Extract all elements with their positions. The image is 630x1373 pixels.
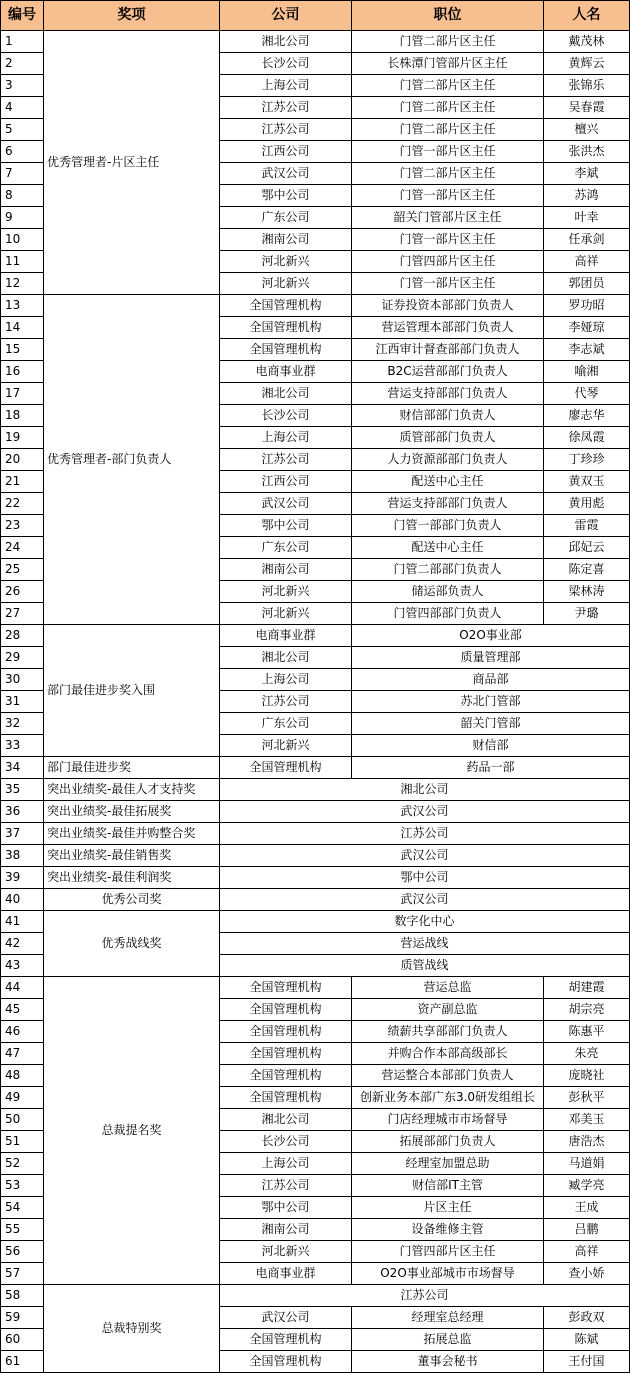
table-row	[1, 801, 630, 823]
row-number: 38	[1, 845, 44, 867]
person-name-cell: 叶幸	[544, 207, 630, 229]
position-cell: 资产副总监	[352, 999, 544, 1021]
table-row	[1, 625, 630, 647]
row-number: 37	[1, 823, 44, 845]
person-name-cell: 李斌	[544, 163, 630, 185]
person-name-cell: 郭团员	[544, 273, 630, 295]
company-cell: 广东公司	[220, 207, 352, 229]
company-cell: 电商事业群	[220, 1263, 352, 1285]
row-number: 42	[1, 933, 44, 955]
position-cell: 门店经理城市市场督导	[352, 1109, 544, 1131]
row-number: 40	[1, 889, 44, 911]
person-name-cell: 唐浩杰	[544, 1131, 630, 1153]
company-cell: 广东公司	[220, 713, 352, 735]
person-name-cell: 戴茂林	[544, 31, 630, 53]
person-name-cell: 朱亮	[544, 1043, 630, 1065]
row-number: 13	[1, 295, 44, 317]
row-number: 15	[1, 339, 44, 361]
person-name-cell: 雷霞	[544, 515, 630, 537]
person-name-cell: 吴春霞	[544, 97, 630, 119]
company-cell: 鄂中公司	[220, 185, 352, 207]
award-cell: 优秀管理者-片区主任	[44, 31, 220, 295]
row-number: 8	[1, 185, 44, 207]
row-number: 57	[1, 1263, 44, 1285]
company-cell: 全国管理机构	[220, 1329, 352, 1351]
position-cell: 门管一部部门负责人	[352, 515, 544, 537]
person-name-cell: 廖志华	[544, 405, 630, 427]
row-number: 26	[1, 581, 44, 603]
table-row	[1, 845, 630, 867]
person-name-cell: 高祥	[544, 1241, 630, 1263]
company-cell: 江苏公司	[220, 1175, 352, 1197]
row-number: 32	[1, 713, 44, 735]
company-cell: 鄂中公司	[220, 1197, 352, 1219]
company-cell: 全国管理机构	[220, 317, 352, 339]
row-number: 53	[1, 1175, 44, 1197]
row-number: 39	[1, 867, 44, 889]
position-cell: 营运整合本部部门负责人	[352, 1065, 544, 1087]
person-name-cell: 邓美玉	[544, 1109, 630, 1131]
company-cell: 长沙公司	[220, 53, 352, 75]
position-cell: 经理室加盟总助	[352, 1153, 544, 1175]
position-cell: 门管一部片区主任	[352, 273, 544, 295]
position-cell: 门管二部片区主任	[352, 163, 544, 185]
company-cell: 湘南公司	[220, 229, 352, 251]
position-cell: 经理室总经理	[352, 1307, 544, 1329]
company-cell: 上海公司	[220, 669, 352, 691]
position-cell: 长株潭门管部片区主任	[352, 53, 544, 75]
table-row	[1, 295, 630, 317]
row-number: 43	[1, 955, 44, 977]
row-number: 61	[1, 1351, 44, 1373]
header-company: 公司	[220, 1, 352, 31]
person-name-cell: 梁林涛	[544, 581, 630, 603]
company-cell: 全国管理机构	[220, 999, 352, 1021]
row-number: 55	[1, 1219, 44, 1241]
row-number: 28	[1, 625, 44, 647]
company-cell: 江苏公司	[220, 449, 352, 471]
company-cell: 电商事业群	[220, 361, 352, 383]
person-name-cell: 彭政双	[544, 1307, 630, 1329]
company-cell: 广东公司	[220, 537, 352, 559]
person-name-cell: 代琴	[544, 383, 630, 405]
person-name-cell: 马道娟	[544, 1153, 630, 1175]
person-name-cell: 罗功昭	[544, 295, 630, 317]
row-number: 31	[1, 691, 44, 713]
position-cell: 储运部负责人	[352, 581, 544, 603]
row-number: 52	[1, 1153, 44, 1175]
company-cell: 全国管理机构	[220, 757, 352, 779]
row-number: 5	[1, 119, 44, 141]
row-number: 10	[1, 229, 44, 251]
position-cell: 门管二部部门负责人	[352, 559, 544, 581]
row-number: 18	[1, 405, 44, 427]
company-cell: 全国管理机构	[220, 1021, 352, 1043]
company-cell: 湘北公司	[220, 647, 352, 669]
person-name-cell: 陈定喜	[544, 559, 630, 581]
company-cell: 上海公司	[220, 1153, 352, 1175]
award-cell: 突出业绩奖-最佳人才支持奖	[44, 779, 220, 801]
company-cell: 武汉公司	[220, 163, 352, 185]
award-cell: 优秀管理者-部门负责人	[44, 295, 220, 625]
row-number: 45	[1, 999, 44, 1021]
company-cell: 河北新兴	[220, 581, 352, 603]
row-number: 3	[1, 75, 44, 97]
row-number: 1	[1, 31, 44, 53]
header-award: 奖项	[44, 1, 220, 31]
row-number: 22	[1, 493, 44, 515]
row-number: 48	[1, 1065, 44, 1087]
position-cell: 拓展总监	[352, 1329, 544, 1351]
company-cell: 武汉公司	[220, 1307, 352, 1329]
award-cell: 总裁提名奖	[44, 977, 220, 1285]
position-cell: 营运支持部部门负责人	[352, 493, 544, 515]
row-number: 51	[1, 1131, 44, 1153]
person-name-cell: 高祥	[544, 251, 630, 273]
person-name-cell: 查小娇	[544, 1263, 630, 1285]
row-number: 36	[1, 801, 44, 823]
position-cell: 财信部IT主管	[352, 1175, 544, 1197]
position-cell: 门管四部片区主任	[352, 1241, 544, 1263]
row-number: 2	[1, 53, 44, 75]
row-number: 34	[1, 757, 44, 779]
person-name-cell: 苏鸿	[544, 185, 630, 207]
row-number: 60	[1, 1329, 44, 1351]
row-number: 35	[1, 779, 44, 801]
company-cell: 江苏公司	[220, 823, 630, 845]
company-cell: 上海公司	[220, 75, 352, 97]
position-cell: 门管二部片区主任	[352, 97, 544, 119]
row-number: 23	[1, 515, 44, 537]
award-cell: 突出业绩奖-最佳利润奖	[44, 867, 220, 889]
company-cell: 河北新兴	[220, 603, 352, 625]
company-cell: 武汉公司	[220, 801, 630, 823]
row-number: 41	[1, 911, 44, 933]
header-name: 人名	[544, 1, 630, 31]
company-cell: 河北新兴	[220, 273, 352, 295]
position-cell: 苏北门管部	[352, 691, 630, 713]
person-name-cell: 臧学亮	[544, 1175, 630, 1197]
header-num: 编号	[1, 1, 44, 31]
award-cell: 优秀战线奖	[44, 911, 220, 977]
row-number: 29	[1, 647, 44, 669]
person-name-cell: 陈斌	[544, 1329, 630, 1351]
award-cell: 优秀公司奖	[44, 889, 220, 911]
row-number: 6	[1, 141, 44, 163]
company-cell: 鄂中公司	[220, 515, 352, 537]
table-row	[1, 31, 630, 53]
table-row	[1, 977, 630, 999]
position-cell: 门管二部片区主任	[352, 31, 544, 53]
person-name-cell: 徐凤霞	[544, 427, 630, 449]
row-number: 27	[1, 603, 44, 625]
position-cell: B2C运营部部门负责人	[352, 361, 544, 383]
person-name-cell: 喻湘	[544, 361, 630, 383]
position-cell: 药品一部	[352, 757, 630, 779]
company-cell: 湘南公司	[220, 559, 352, 581]
company-cell: 湘南公司	[220, 1219, 352, 1241]
row-number: 19	[1, 427, 44, 449]
table-row	[1, 1285, 630, 1307]
person-name-cell: 张洪杰	[544, 141, 630, 163]
person-name-cell: 黄双玉	[544, 471, 630, 493]
position-cell: 门管二部片区主任	[352, 119, 544, 141]
company-cell: 湘北公司	[220, 1109, 352, 1131]
company-cell: 武汉公司	[220, 845, 630, 867]
person-name-cell: 丁珍珍	[544, 449, 630, 471]
position-cell: 创新业务本部广东3.0研发组组长	[352, 1087, 544, 1109]
company-cell: 全国管理机构	[220, 339, 352, 361]
person-name-cell: 王付国	[544, 1351, 630, 1373]
company-cell: 江苏公司	[220, 691, 352, 713]
award-cell: 总裁特别奖	[44, 1285, 220, 1373]
company-cell: 江苏公司	[220, 119, 352, 141]
company-cell: 江西公司	[220, 141, 352, 163]
position-cell: 门管四部部门负责人	[352, 603, 544, 625]
row-number: 49	[1, 1087, 44, 1109]
company-cell: 鄂中公司	[220, 867, 630, 889]
company-cell: 湘北公司	[220, 31, 352, 53]
company-cell: 河北新兴	[220, 735, 352, 757]
row-number: 59	[1, 1307, 44, 1329]
position-cell: 韶关门管部片区主任	[352, 207, 544, 229]
row-number: 58	[1, 1285, 44, 1307]
header-row	[1, 1, 630, 31]
row-number: 44	[1, 977, 44, 999]
award-cell: 突出业绩奖-最佳销售奖	[44, 845, 220, 867]
person-name-cell: 李志斌	[544, 339, 630, 361]
person-name-cell: 邱妃云	[544, 537, 630, 559]
position-cell: 门管四部片区主任	[352, 251, 544, 273]
position-cell: 董事会秘书	[352, 1351, 544, 1373]
position-cell: 拓展部部门负责人	[352, 1131, 544, 1153]
person-name-cell: 胡宗亮	[544, 999, 630, 1021]
company-cell: 数字化中心	[220, 911, 630, 933]
company-cell: 全国管理机构	[220, 1043, 352, 1065]
company-cell: 武汉公司	[220, 493, 352, 515]
position-cell: 门管一部片区主任	[352, 185, 544, 207]
person-name-cell: 黄辉云	[544, 53, 630, 75]
position-cell: 门管二部片区主任	[352, 75, 544, 97]
row-number: 20	[1, 449, 44, 471]
award-cell: 部门最佳进步奖	[44, 757, 220, 779]
company-cell: 江西公司	[220, 471, 352, 493]
company-cell: 质管战线	[220, 955, 630, 977]
table-body	[1, 31, 630, 1373]
row-number: 33	[1, 735, 44, 757]
row-number: 24	[1, 537, 44, 559]
row-number: 56	[1, 1241, 44, 1263]
company-cell: 全国管理机构	[220, 977, 352, 999]
company-cell: 长沙公司	[220, 1131, 352, 1153]
company-cell: 武汉公司	[220, 889, 630, 911]
award-cell: 部门最佳进步奖入围	[44, 625, 220, 757]
company-cell: 长沙公司	[220, 405, 352, 427]
position-cell: 质管部部门负责人	[352, 427, 544, 449]
row-number: 4	[1, 97, 44, 119]
company-cell: 营运战线	[220, 933, 630, 955]
position-cell: 韶关门管部	[352, 713, 630, 735]
position-cell: 绩薪共享部部门负责人	[352, 1021, 544, 1043]
row-number: 12	[1, 273, 44, 295]
position-cell: 营运管理本部部门负责人	[352, 317, 544, 339]
position-cell: 财信部	[352, 735, 630, 757]
row-number: 14	[1, 317, 44, 339]
person-name-cell: 吕鹏	[544, 1219, 630, 1241]
person-name-cell: 庞晓社	[544, 1065, 630, 1087]
position-cell: 证券投资本部部门负责人	[352, 295, 544, 317]
row-number: 30	[1, 669, 44, 691]
person-name-cell: 胡建霞	[544, 977, 630, 999]
company-cell: 湘北公司	[220, 383, 352, 405]
position-cell: 商品部	[352, 669, 630, 691]
person-name-cell: 尹璐	[544, 603, 630, 625]
company-cell: 湘北公司	[220, 779, 630, 801]
row-number: 47	[1, 1043, 44, 1065]
header-position: 职位	[352, 1, 544, 31]
company-cell: 江苏公司	[220, 1285, 630, 1307]
row-number: 17	[1, 383, 44, 405]
person-name-cell: 李娅琼	[544, 317, 630, 339]
position-cell: 门管一部片区主任	[352, 229, 544, 251]
position-cell: 片区主任	[352, 1197, 544, 1219]
company-cell: 河北新兴	[220, 251, 352, 273]
position-cell: 并购合作本部高级部长	[352, 1043, 544, 1065]
position-cell: 财信部部门负责人	[352, 405, 544, 427]
person-name-cell: 彭秋平	[544, 1087, 630, 1109]
table-row	[1, 867, 630, 889]
position-cell: O2O事业部城市市场督导	[352, 1263, 544, 1285]
table-row	[1, 823, 630, 845]
company-cell: 全国管理机构	[220, 1087, 352, 1109]
person-name-cell: 陈惠平	[544, 1021, 630, 1043]
company-cell: 电商事业群	[220, 625, 352, 647]
row-number: 21	[1, 471, 44, 493]
table-row	[1, 779, 630, 801]
company-cell: 全国管理机构	[220, 1065, 352, 1087]
position-cell: 配送中心主任	[352, 471, 544, 493]
company-cell: 全国管理机构	[220, 295, 352, 317]
company-cell: 江苏公司	[220, 97, 352, 119]
award-cell: 突出业绩奖-最佳并购整合奖	[44, 823, 220, 845]
row-number: 11	[1, 251, 44, 273]
position-cell: 质量管理部	[352, 647, 630, 669]
row-number: 54	[1, 1197, 44, 1219]
table-row	[1, 889, 630, 911]
row-number: 50	[1, 1109, 44, 1131]
table-row	[1, 911, 630, 933]
position-cell: 营运支持部部门负责人	[352, 383, 544, 405]
position-cell: O2O事业部	[352, 625, 630, 647]
company-cell: 全国管理机构	[220, 1351, 352, 1373]
position-cell: 营运总监	[352, 977, 544, 999]
company-cell: 上海公司	[220, 427, 352, 449]
person-name-cell: 任承剑	[544, 229, 630, 251]
row-number: 7	[1, 163, 44, 185]
award-cell: 突出业绩奖-最佳拓展奖	[44, 801, 220, 823]
person-name-cell: 黄用彪	[544, 493, 630, 515]
position-cell: 门管一部片区主任	[352, 141, 544, 163]
person-name-cell: 张锦乐	[544, 75, 630, 97]
row-number: 16	[1, 361, 44, 383]
position-cell: 配送中心主任	[352, 537, 544, 559]
person-name-cell: 王成	[544, 1197, 630, 1219]
company-cell: 河北新兴	[220, 1241, 352, 1263]
row-number: 25	[1, 559, 44, 581]
position-cell: 江西审计督查部部门负责人	[352, 339, 544, 361]
position-cell: 设备维修主管	[352, 1219, 544, 1241]
row-number: 46	[1, 1021, 44, 1043]
row-number: 9	[1, 207, 44, 229]
table-row	[1, 757, 630, 779]
person-name-cell: 檀兴	[544, 119, 630, 141]
position-cell: 人力资源部部门负责人	[352, 449, 544, 471]
